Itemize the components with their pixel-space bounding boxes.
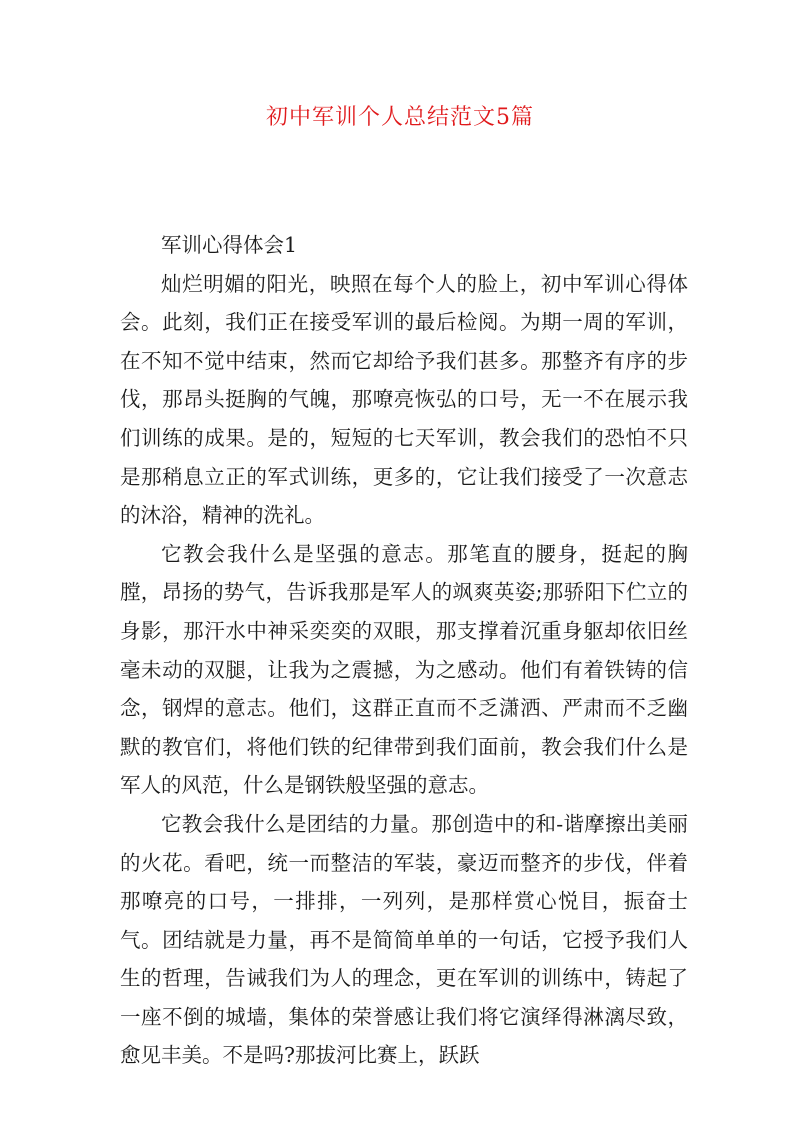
paragraph-2: 它教会我什么是坚强的意志。那笔直的腰身，挺起的胸膛，昂扬的势气，告诉我那是军人的飒爽英姿;那骄阳下伫立的身影，那汗水中神采奕奕的双眼，那支撑着沉重身躯却依旧丝毫未动的双腿，让我为之震撼，为之感动。他们有着铁铸的信念，钢焊的意志。他们，这群正直而不乏潇洒、严肃而不乏幽默的教官们，将他们铁的纪律带到我们面前，教会我们什么是军人的风范，什么是钢铁般坚强的意志。 [120, 541, 688, 798]
paragraph-3: 它教会我什么是团结的力量。那创造中的和-谐摩擦出美丽的火花。看吧，统一而整洁的军装，豪迈而整齐的步伐，伴着那嘹亮的口号，一排排，一列列，是那样赏心悦目，振奋士气。团结就是力量，再不是简简单单的一句话，它授予我们人生的哲理，告诫我们为人的理念，更在军训的训练中，铸起了一座不倒的城墙，集体的荣誉感让我们将它演绎得淋漓尽致，愈见丰美。不是吗?那拔河比赛上，跃跃 [120, 811, 688, 1068]
document-title: 初中军训个人总结范文5篇 [266, 105, 534, 130]
document-body [120, 226, 688, 1075]
section-heading: 军训心得体会1 [161, 233, 298, 257]
paragraph-1: 灿烂明媚的阳光，映照在每个人的脸上，初中军训心得体会。此刻，我们正在接受军训的最后检阅。为期一周的军训，在不知不觉中结束，然而它却给予我们甚多。那整齐有序的步伐，那昂头挺胸的气魄，那嘹亮恢弘的口号，无一不在展示我们训练的成果。是的，短短的七天军训，教会我们的恐怕不只是那稍息立正的军式训练，更多的，它让我们接受了一次意志的沐浴，精神的洗礼。 [120, 271, 688, 528]
